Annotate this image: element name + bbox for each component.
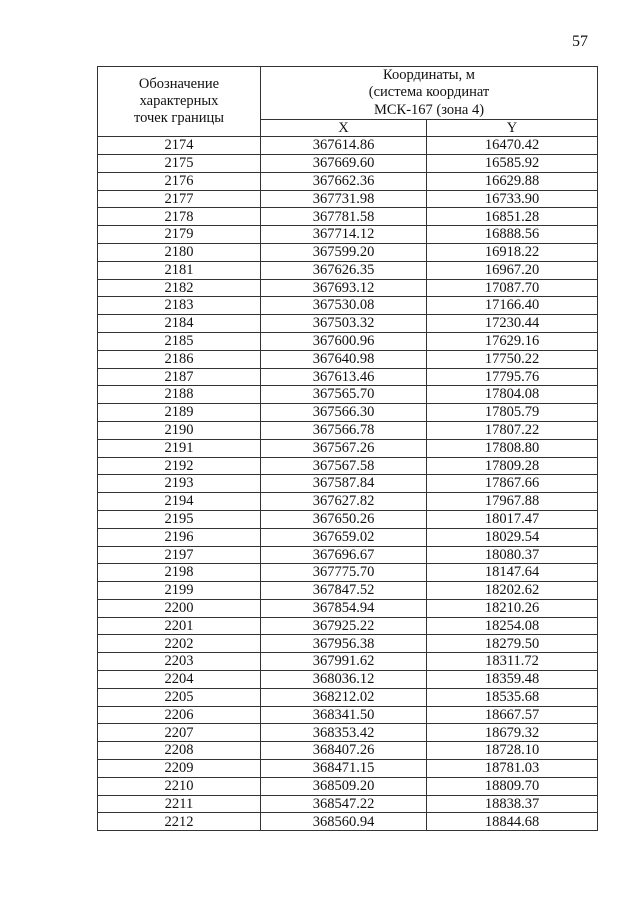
point-designation-header	[98, 67, 261, 137]
x-coordinate-cell: 367613.46	[261, 368, 427, 386]
point-id-cell: 2176	[98, 172, 261, 190]
y-coordinate-cell: 17087.70	[427, 279, 598, 297]
point-id-cell: 2212	[98, 813, 261, 831]
table-row	[98, 137, 598, 155]
table-row	[98, 421, 598, 439]
y-coordinate-cell: 16918.22	[427, 243, 598, 261]
table-row	[98, 368, 598, 386]
point-id-cell: 2174	[98, 137, 261, 155]
y-coordinate-cell: 18279.50	[427, 635, 598, 653]
x-coordinate-cell: 367503.32	[261, 315, 427, 333]
x-coordinate-cell: 368212.02	[261, 688, 427, 706]
x-coordinate-cell: 367847.52	[261, 582, 427, 600]
y-coordinate-cell: 18210.26	[427, 599, 598, 617]
y-coordinate-cell: 17804.08	[427, 386, 598, 404]
table-row	[98, 439, 598, 457]
y-coordinate-cell: 17867.66	[427, 475, 598, 493]
y-coordinate-cell: 17166.40	[427, 297, 598, 315]
x-coordinate-cell: 367600.96	[261, 332, 427, 350]
point-id-cell: 2191	[98, 439, 261, 457]
point-id-cell: 2184	[98, 315, 261, 333]
y-coordinate-cell: 18838.37	[427, 795, 598, 813]
point-id-cell: 2197	[98, 546, 261, 564]
y-coordinate-cell: 17967.88	[427, 493, 598, 511]
y-coordinate-cell: 16585.92	[427, 154, 598, 172]
x-coordinate-cell: 367781.58	[261, 208, 427, 226]
y-coordinate-cell: 18017.47	[427, 510, 598, 528]
point-id-cell: 2210	[98, 777, 261, 795]
table-row	[98, 190, 598, 208]
table-row	[98, 350, 598, 368]
y-coordinate-cell: 17750.22	[427, 350, 598, 368]
y-coordinate-cell: 16851.28	[427, 208, 598, 226]
point-id-cell: 2181	[98, 261, 261, 279]
x-coordinate-cell: 367925.22	[261, 617, 427, 635]
point-id-cell: 2185	[98, 332, 261, 350]
table-row	[98, 777, 598, 795]
table-row	[98, 154, 598, 172]
x-coordinate-cell: 367565.70	[261, 386, 427, 404]
x-coordinate-cell: 367669.60	[261, 154, 427, 172]
x-coordinate-cell: 367566.30	[261, 404, 427, 422]
y-coordinate-cell: 18359.48	[427, 671, 598, 689]
point-id-cell: 2202	[98, 635, 261, 653]
table-row	[98, 599, 598, 617]
x-coordinate-cell: 367614.86	[261, 137, 427, 155]
x-coordinate-cell: 367599.20	[261, 243, 427, 261]
point-id-cell: 2208	[98, 742, 261, 760]
point-id-cell: 2187	[98, 368, 261, 386]
table-row	[98, 457, 598, 475]
point-id-cell: 2206	[98, 706, 261, 724]
y-coordinate-cell: 18781.03	[427, 760, 598, 778]
y-coordinate-cell: 17230.44	[427, 315, 598, 333]
table-row	[98, 261, 598, 279]
x-coordinate-cell: 367530.08	[261, 297, 427, 315]
point-id-cell: 2182	[98, 279, 261, 297]
y-coordinate-cell: 17795.76	[427, 368, 598, 386]
y-coordinate-cell: 18844.68	[427, 813, 598, 831]
table-row	[98, 742, 598, 760]
x-coordinate-cell: 368560.94	[261, 813, 427, 831]
x-coordinate-cell: 367567.26	[261, 439, 427, 457]
point-id-cell: 2192	[98, 457, 261, 475]
x-coordinate-cell: 368341.50	[261, 706, 427, 724]
x-coordinate-cell: 367567.58	[261, 457, 427, 475]
table-row	[98, 724, 598, 742]
y-coordinate-cell: 17805.79	[427, 404, 598, 422]
table-row	[98, 795, 598, 813]
y-coordinate-cell: 18080.37	[427, 546, 598, 564]
table-row	[98, 315, 598, 333]
point-id-cell: 2201	[98, 617, 261, 635]
point-id-cell: 2183	[98, 297, 261, 315]
x-coordinate-cell: 367626.35	[261, 261, 427, 279]
y-coordinate-cell: 18667.57	[427, 706, 598, 724]
point-id-cell: 2194	[98, 493, 261, 511]
x-coordinate-cell: 367650.26	[261, 510, 427, 528]
point-id-cell: 2199	[98, 582, 261, 600]
table-row	[98, 386, 598, 404]
y-coordinate-cell: 18535.68	[427, 688, 598, 706]
table-row	[98, 404, 598, 422]
point-header-line-3: точек границы	[133, 110, 225, 127]
table-body	[98, 137, 598, 831]
table-row	[98, 172, 598, 190]
x-coordinate-cell: 368407.26	[261, 742, 427, 760]
x-coordinate-cell: 367693.12	[261, 279, 427, 297]
y-coordinate-cell: 18809.70	[427, 777, 598, 795]
x-coordinate-cell: 367587.84	[261, 475, 427, 493]
y-coordinate-cell: 18202.62	[427, 582, 598, 600]
table-row	[98, 297, 598, 315]
x-coordinate-cell: 367640.98	[261, 350, 427, 368]
table-row	[98, 332, 598, 350]
point-id-cell: 2200	[98, 599, 261, 617]
point-id-cell: 2207	[98, 724, 261, 742]
point-id-cell: 2195	[98, 510, 261, 528]
y-coordinate-cell: 16733.90	[427, 190, 598, 208]
point-header-line-2: характерных	[139, 92, 219, 109]
x-coordinate-cell: 367854.94	[261, 599, 427, 617]
coords-header-line-1: Координаты, м	[383, 67, 475, 83]
point-id-cell: 2188	[98, 386, 261, 404]
y-coordinate-cell: 18029.54	[427, 528, 598, 546]
point-id-cell: 2186	[98, 350, 261, 368]
x-coordinate-cell: 368509.20	[261, 777, 427, 795]
point-id-cell: 2203	[98, 653, 261, 671]
table-row	[98, 546, 598, 564]
table-row	[98, 653, 598, 671]
x-coordinate-cell: 367991.62	[261, 653, 427, 671]
table-row	[98, 582, 598, 600]
y-coordinate-cell: 16629.88	[427, 172, 598, 190]
x-coordinate-cell: 367956.38	[261, 635, 427, 653]
table-row	[98, 510, 598, 528]
x-coordinate-cell: 367775.70	[261, 564, 427, 582]
y-coordinate-cell: 17809.28	[427, 457, 598, 475]
table-row	[98, 564, 598, 582]
x-axis-header: X	[261, 120, 427, 137]
table-row	[98, 688, 598, 706]
y-coordinate-cell: 18254.08	[427, 617, 598, 635]
x-coordinate-cell: 367731.98	[261, 190, 427, 208]
table-row	[98, 243, 598, 261]
x-coordinate-cell: 368547.22	[261, 795, 427, 813]
point-id-cell: 2190	[98, 421, 261, 439]
point-id-cell: 2178	[98, 208, 261, 226]
x-coordinate-cell: 368036.12	[261, 671, 427, 689]
point-id-cell: 2196	[98, 528, 261, 546]
table-row	[98, 617, 598, 635]
x-coordinate-cell: 367662.36	[261, 172, 427, 190]
table-row	[98, 671, 598, 689]
y-coordinate-cell: 17629.16	[427, 332, 598, 350]
table-row	[98, 528, 598, 546]
y-coordinate-cell: 18728.10	[427, 742, 598, 760]
point-id-cell: 2189	[98, 404, 261, 422]
point-header-line-1: Обозначение	[138, 75, 220, 92]
coordinates-header	[261, 67, 598, 120]
table-row	[98, 475, 598, 493]
table-row	[98, 706, 598, 724]
y-coordinate-cell: 17807.22	[427, 421, 598, 439]
point-id-cell: 2211	[98, 795, 261, 813]
y-coordinate-cell: 16967.20	[427, 261, 598, 279]
coordinates-table	[97, 66, 598, 831]
x-coordinate-cell: 367659.02	[261, 528, 427, 546]
point-id-cell: 2205	[98, 688, 261, 706]
x-coordinate-cell: 368353.42	[261, 724, 427, 742]
table-row	[98, 760, 598, 778]
y-coordinate-cell: 16470.42	[427, 137, 598, 155]
y-axis-header: Y	[427, 120, 598, 137]
table-row	[98, 493, 598, 511]
y-coordinate-cell: 18147.64	[427, 564, 598, 582]
point-id-cell: 2175	[98, 154, 261, 172]
coords-header-line-3: МСК-167 (зона 4)	[373, 101, 485, 118]
table-row	[98, 208, 598, 226]
point-id-cell: 2209	[98, 760, 261, 778]
page-number: 57	[572, 33, 588, 50]
point-id-cell: 2204	[98, 671, 261, 689]
y-coordinate-cell: 16888.56	[427, 226, 598, 244]
table-row	[98, 813, 598, 831]
table-row	[98, 226, 598, 244]
x-coordinate-cell: 367696.67	[261, 546, 427, 564]
table-row	[98, 635, 598, 653]
x-coordinate-cell: 367627.82	[261, 493, 427, 511]
point-id-cell: 2179	[98, 226, 261, 244]
y-coordinate-cell: 18311.72	[427, 653, 598, 671]
y-coordinate-cell: 18679.32	[427, 724, 598, 742]
coords-header-line-2: (система координат	[368, 84, 490, 101]
point-id-cell: 2193	[98, 475, 261, 493]
point-id-cell: 2198	[98, 564, 261, 582]
point-id-cell: 2180	[98, 243, 261, 261]
table-row	[98, 279, 598, 297]
x-coordinate-cell: 368471.15	[261, 760, 427, 778]
point-id-cell: 2177	[98, 190, 261, 208]
x-coordinate-cell: 367566.78	[261, 421, 427, 439]
x-coordinate-cell: 367714.12	[261, 226, 427, 244]
y-coordinate-cell: 17808.80	[427, 439, 598, 457]
